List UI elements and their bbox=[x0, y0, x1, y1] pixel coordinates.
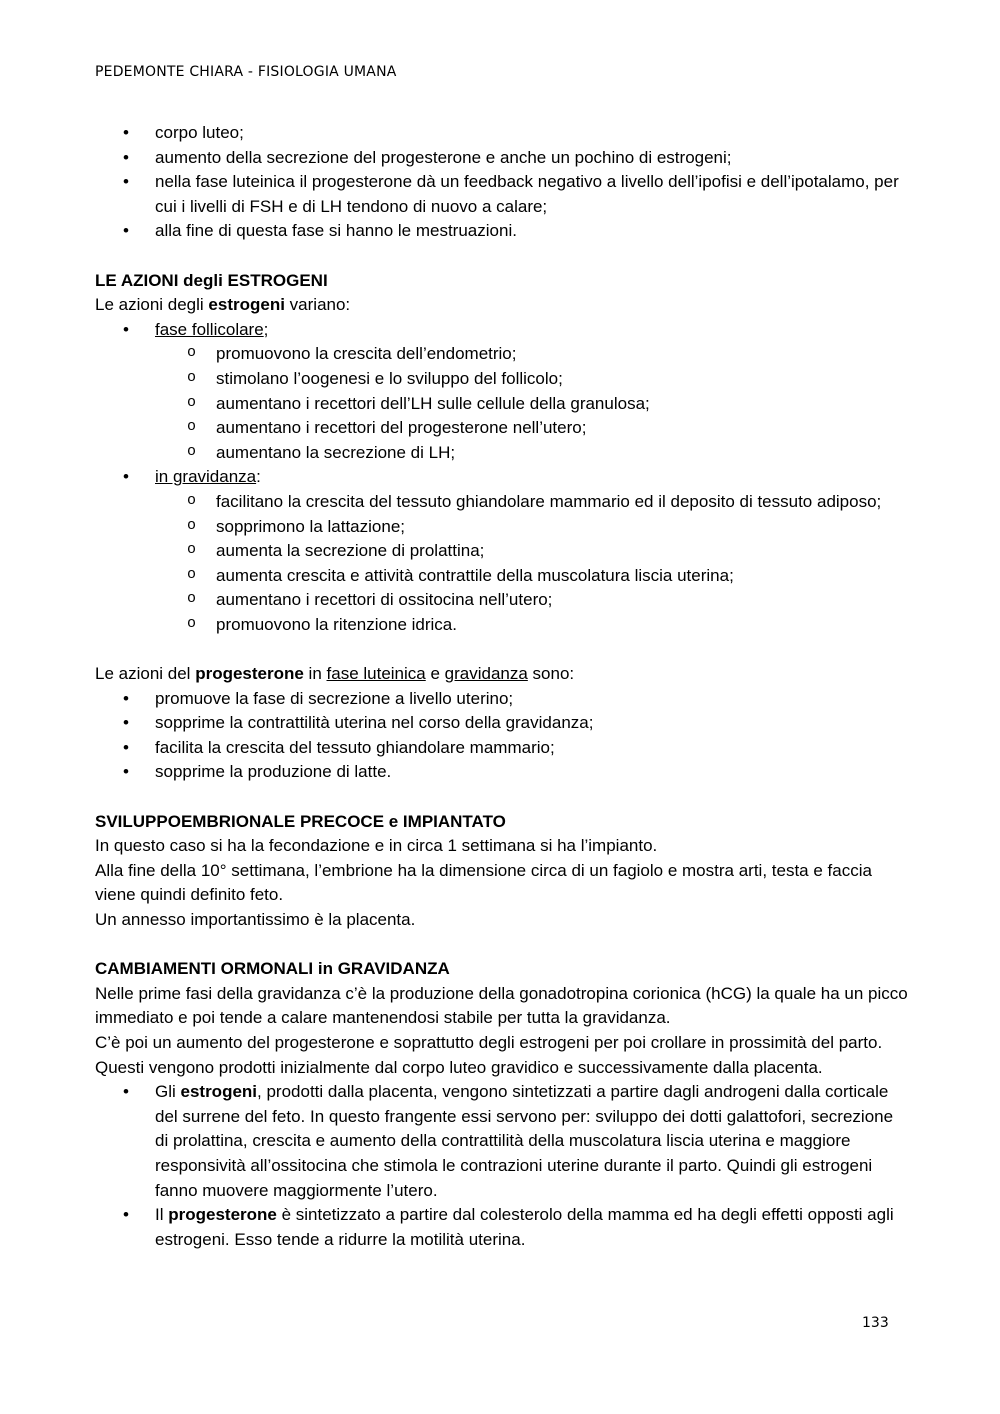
sublist-item: o sopprimono la lattazione; bbox=[95, 515, 910, 540]
estrogeni-intro: Le azioni degli estrogeni variano: bbox=[95, 295, 351, 315]
paragraph: Un annesso importantissimo è la placenta. bbox=[95, 910, 416, 929]
section-heading-sviluppo: SVILUPPOEMBRIONALE PRECOCE e IMPIANTATO bbox=[95, 811, 506, 831]
nested-list-container bbox=[95, 490, 910, 638]
paragraph: Alla fine della 10° settimana, l’embrione ha la dimensione circa di un fagiolo e mostra arti, testa e faccia viene quindi definito feto. bbox=[95, 860, 872, 905]
progesterone-intro: Le azioni del progesterone in fase luteinica e gravidanza sono: bbox=[95, 664, 575, 684]
paragraph: In questo caso si ha la fecondazione e in circa 1 settimana si ha l’impianto. bbox=[95, 836, 658, 856]
nested-list-container bbox=[95, 342, 910, 465]
list-item: • sopprime la produzione di latte. bbox=[95, 760, 910, 785]
section-heading-ormonali: CAMBIAMENTI ORMONALI in GRAVIDANZA bbox=[95, 959, 450, 979]
paragraph: Nelle prime fasi della gravidanza c’è la produzione della gonadotropina corionica (hCG) la quale ha un picco immediato e poi tende a calare mantenendosi stabile per tutta la gravidanza. bbox=[95, 983, 908, 1028]
estrogeni-phases-list bbox=[95, 318, 910, 638]
page-number: 133 bbox=[862, 1315, 889, 1331]
list-item: • promuove la fase di secrezione a livello uterino; bbox=[95, 687, 910, 712]
in-gravidanza-sublist bbox=[95, 490, 910, 638]
sublist-item: o aumentano i recettori di ossitocina nell’utero; bbox=[95, 588, 910, 613]
list-item: • aumento della secrezione del progesterone e anche un pochino di estrogeni; bbox=[95, 146, 910, 171]
page-content bbox=[95, 121, 910, 1252]
list-item: • nella fase luteinica il progesterone dà un feedback negativo a livello dell’ipofisi e dell’ipotalamo, per cui i livelli di FSH e di LH tendono di nuovo a calare; bbox=[95, 170, 910, 219]
sublist-item: o aumentano i recettori del progesterone nell’utero; bbox=[95, 416, 910, 441]
fase-follicolare-sublist bbox=[95, 342, 910, 465]
list-item-progesterone: • Il progesterone è sintetizzato a partire dal colesterolo della mamma ed ha degli effetti opposti agli estrogeni. Esso tende a ridurre la motilità uterina. bbox=[95, 1203, 910, 1252]
list-item-in-gravidanza: • in gravidanza: bbox=[95, 465, 910, 490]
sublist-item: o stimolano l’oogenesi e lo sviluppo del follicolo; bbox=[95, 367, 910, 392]
section-heading-estrogeni: LE AZIONI degli ESTROGENI bbox=[95, 270, 328, 290]
list-item: • sopprime la contrattilità uterina nel corso della gravidanza; bbox=[95, 711, 910, 736]
list-item-estrogeni: • Gli estrogeni, prodotti dalla placenta, vengono sintetizzati a partire dagli androgeni dalla corticale del surrene del feto. In questo frangente essi servono per: sviluppo dei dotti galattofori, secrezione di prolattina, crescita e aumento della contrattilità della muscolatura liscia uterina e maggiore responsività all’ossitocina che stimola le contrazioni uterine durante il parto. Quindi gli estrogeni fanno muovere maggiormente l’utero. bbox=[95, 1080, 910, 1203]
intro-list bbox=[95, 121, 910, 244]
sublist-item: o promuovono la ritenzione idrica. bbox=[95, 613, 910, 638]
sublist-item: o facilitano la crescita del tessuto ghiandolare mammario ed il deposito di tessuto adiposo; bbox=[95, 490, 910, 515]
ormonali-list bbox=[95, 1080, 910, 1252]
list-item: • facilita la crescita del tessuto ghiandolare mammario; bbox=[95, 736, 910, 761]
paragraph: C’è poi un aumento del progesterone e soprattutto degli estrogeni per poi crollare in prossimità del parto. Questi vengono prodotti inizialmente dal corpo luteo gravidico e successivamente dalla placenta. bbox=[95, 1032, 883, 1077]
list-item: • alla fine di questa fase si hanno le mestruazioni. bbox=[95, 219, 910, 244]
page-header: PEDEMONTE CHIARA - FISIOLOGIA UMANA bbox=[95, 64, 397, 80]
list-item: • corpo luteo; bbox=[95, 121, 910, 146]
progesterone-list bbox=[95, 687, 910, 785]
sublist-item: o aumentano i recettori dell’LH sulle cellule della granulosa; bbox=[95, 392, 910, 417]
sublist-item: o promuovono la crescita dell’endometrio; bbox=[95, 342, 910, 367]
list-item-fase-follicolare: • fase follicolare; bbox=[95, 318, 910, 343]
sublist-item: o aumenta la secrezione di prolattina; bbox=[95, 539, 910, 564]
sublist-item: o aumenta crescita e attività contrattile della muscolatura liscia uterina; bbox=[95, 564, 910, 589]
sublist-item: o aumentano la secrezione di LH; bbox=[95, 441, 910, 466]
